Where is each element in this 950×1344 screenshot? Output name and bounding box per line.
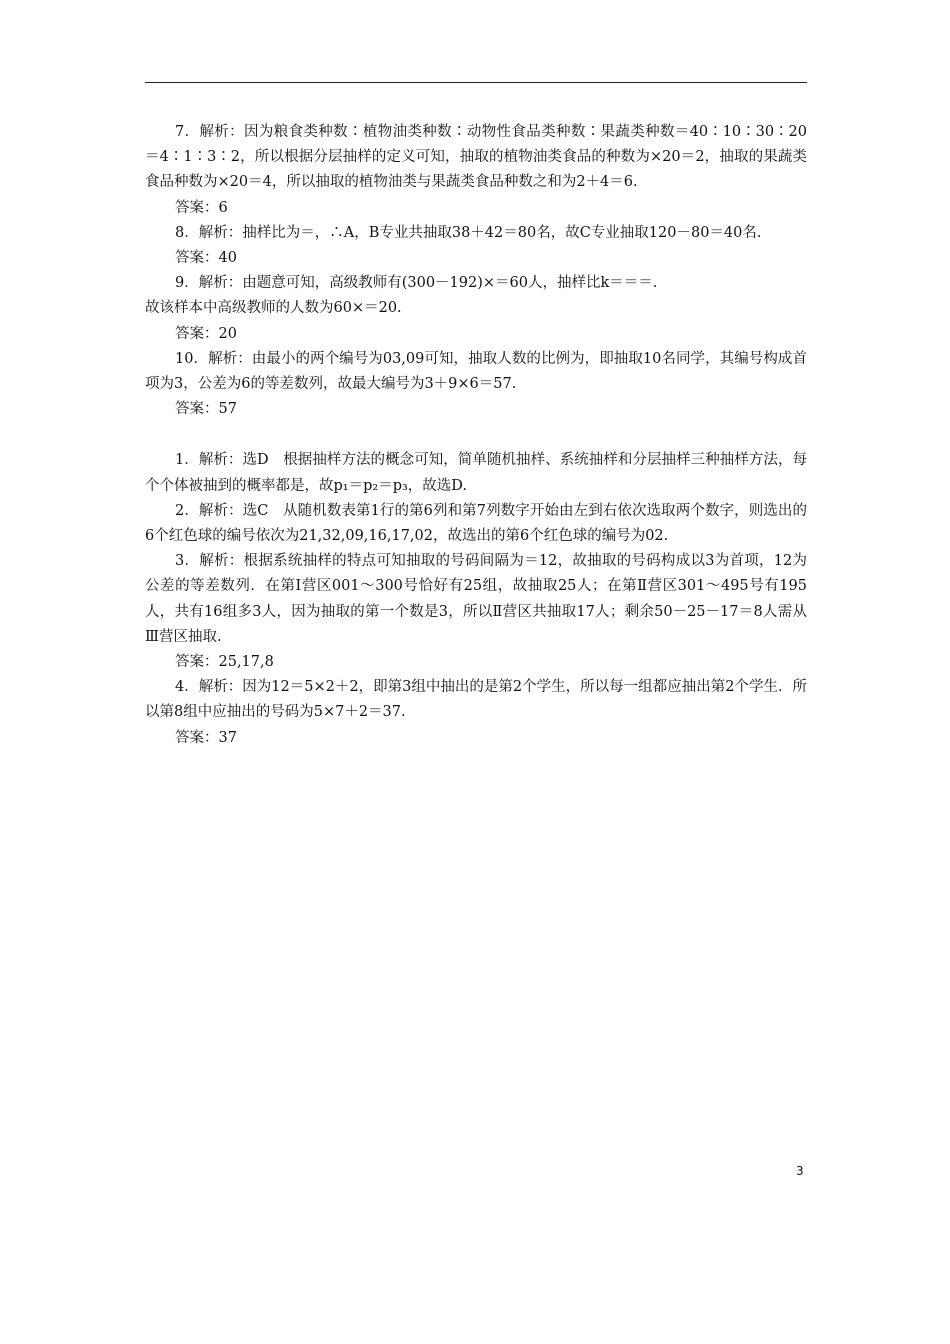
page-number: 3 bbox=[796, 1164, 804, 1178]
p3-answer: 答案：25,17,8 bbox=[175, 654, 274, 671]
q7-analysis: 7．解析：因为粮食类种数∶植物油类种数∶动物性食品类种数∶果蔬类种数＝40∶10∶30∶20＝4∶1∶3∶2，所以根据分层抽样的定义可知，抽取的植物油类食品的种数为×20＝2，抽取的果蔬类食品种数为×20＝4，所以抽取的植物油类与果蔬类食品种数之和为2＋4＝6. bbox=[145, 124, 807, 191]
p3-analysis: 3．解析：根据系统抽样的特点可知抽取的号码间隔为＝12，故抽取的号码构成以3为首项，12为公差的等差数列．在第Ⅰ营区001～300号恰好有25组，故抽取25人；在第Ⅱ营区301～495号有195人，共有16组多3人，因为抽取的第一个数是3，所以Ⅱ营区共抽取17人；剩余50－25－17＝8人需从Ⅲ营区抽取. bbox=[145, 553, 807, 645]
q10-analysis: 10．解析：由最小的两个编号为03,09可知，抽取人数的比例为，即抽取10名同学，其编号构成首项为3，公差为6的等差数列，故最大编号为3＋9×6＝57. bbox=[145, 350, 807, 393]
section-gap bbox=[145, 422, 807, 448]
section-answers-1-4 bbox=[145, 448, 807, 750]
p2-analysis: 2．解析：选C 从随机数表第1行的第6列和第7列数字开始由左到右依次选取两个数字，则选出的6个红色球的编号依次为21,32,09,16,17,02，故选出的第6个红色球的编号为02. bbox=[145, 502, 807, 545]
p4-analysis: 4．解析：因为12＝5×2＋2，即第3组中抽出的是第2个学生，所以每一组都应抽出第2个学生．所以第8组中应抽出的号码为5×7＋2＝37. bbox=[145, 679, 807, 721]
section-answers-7-10 bbox=[145, 120, 807, 422]
q9-answer: 答案：20 bbox=[175, 325, 237, 342]
q9-analysis-cont: 故该样本中高级教师的人数为60×＝20. bbox=[145, 300, 402, 317]
q10-answer: 答案：57 bbox=[175, 401, 237, 418]
q8-analysis: 8．解析：抽样比为＝，∴A，B专业共抽取38＋42＝80名，故C专业抽取120－80＝40名. bbox=[175, 224, 762, 241]
p1-analysis: 1．解析：选D 根据抽样方法的概念可知，简单随机抽样、系统抽样和分层抽样三种抽样方法，每个个体被抽到的概率都是，故p₁＝p₂＝p₃，故选D. bbox=[145, 452, 807, 494]
q9-analysis: 9．解析：由题意可知，高级教师有(300－192)×＝60人，抽样比k＝＝＝. bbox=[175, 275, 658, 292]
q7-answer: 答案：6 bbox=[175, 199, 228, 216]
q8-answer: 答案：40 bbox=[175, 250, 237, 267]
document-body bbox=[145, 120, 807, 751]
header-rule bbox=[145, 82, 807, 83]
p4-answer: 答案：37 bbox=[175, 729, 237, 746]
